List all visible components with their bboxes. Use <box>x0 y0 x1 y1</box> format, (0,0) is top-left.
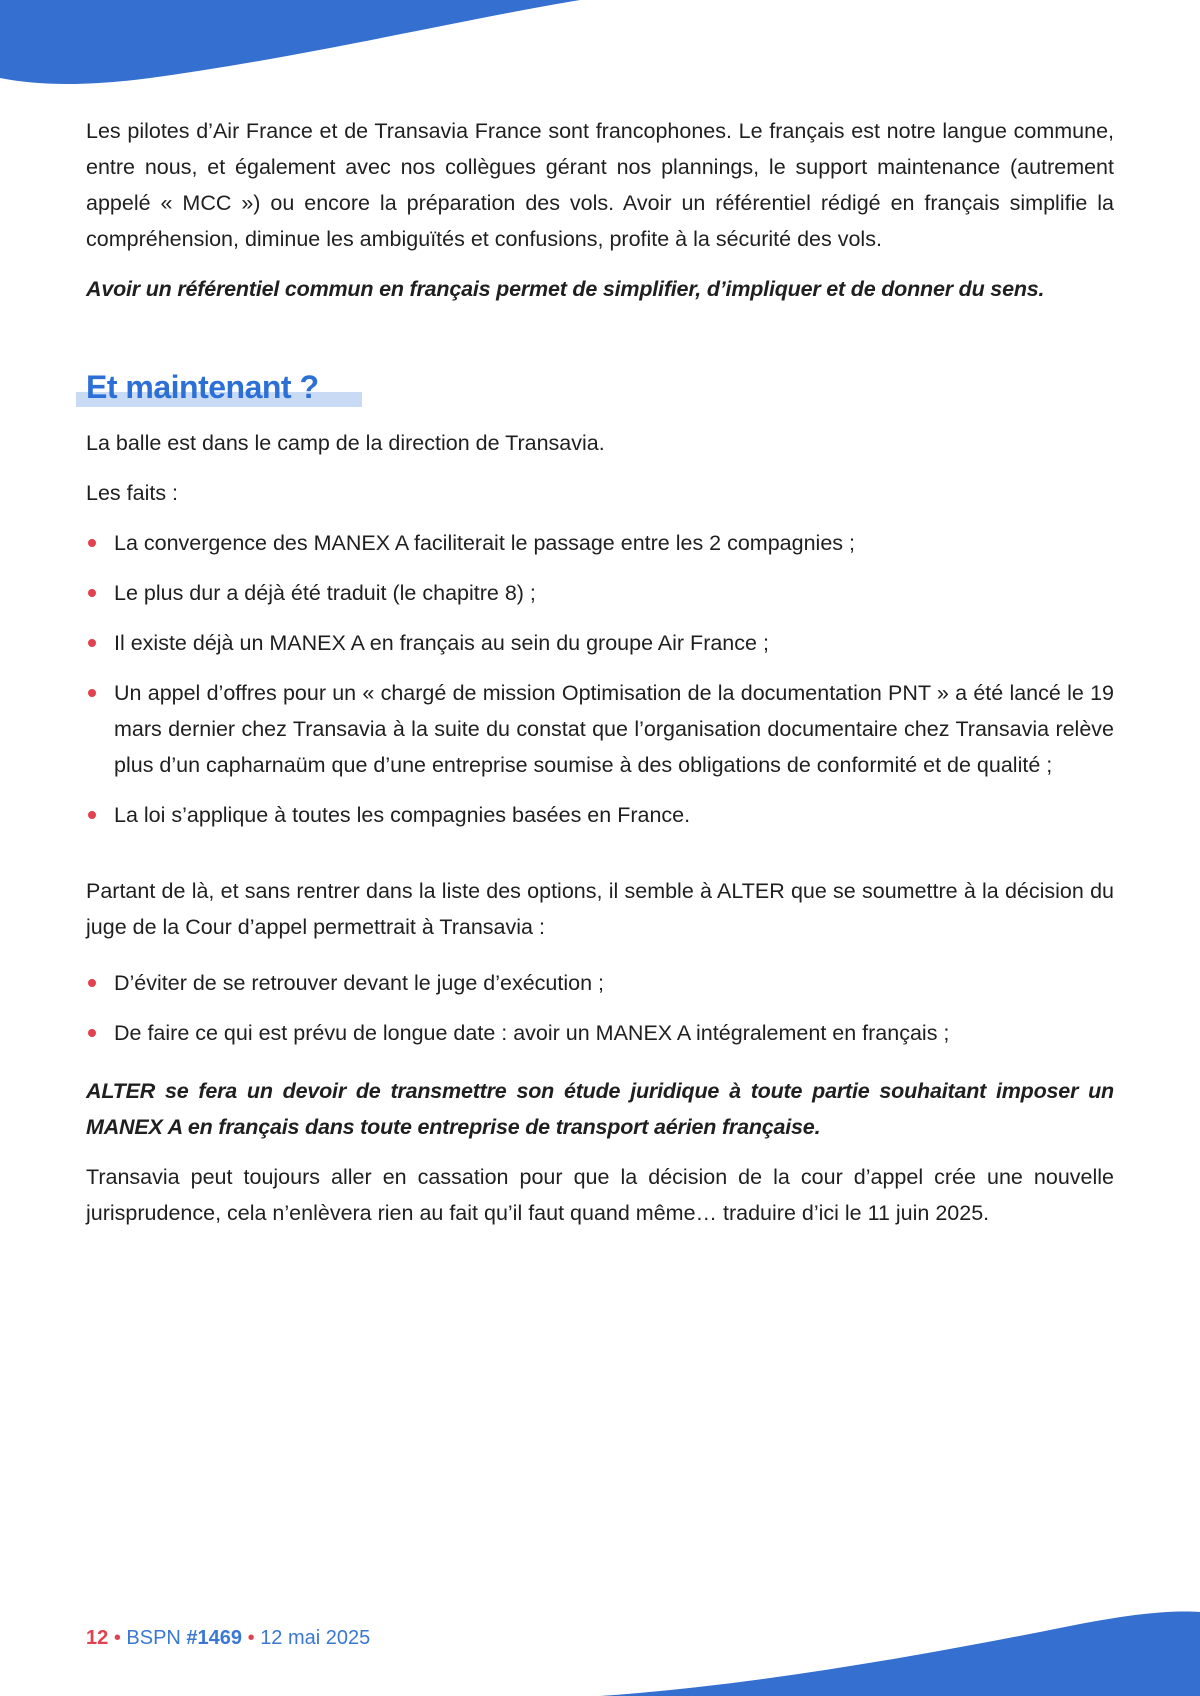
footer-separator: • <box>113 1627 121 1649</box>
footer-separator: • <box>247 1627 255 1649</box>
list-item: De faire ce qui est prévu de longue date : avoir un MANEX A intégralement en français ; <box>86 1015 1114 1051</box>
intro-paragraph: Les pilotes d’Air France et de Transavia France sont francophones. Le français est notre langue commune, entre nous, et également avec nos collègues gérant nos plannings, le support maintenance (autrement appelé « MCC ») ou encore la préparation des vols. Avoir un référentiel rédigé en français simplifie la compréhension, diminue les ambiguïtés et confusions, profite à la sécurité des vols. <box>86 119 1114 251</box>
page-number: 12 <box>86 1627 109 1649</box>
bullet-icon <box>88 979 96 987</box>
bullet-icon <box>88 1029 96 1037</box>
section-heading-block <box>86 365 1114 409</box>
bullet-icon <box>88 539 96 547</box>
ball-line: La balle est dans le camp de la direction de Transavia. <box>86 431 605 455</box>
options-list <box>86 965 1114 1051</box>
facts-list <box>86 525 1114 833</box>
bullet-icon <box>88 811 96 819</box>
top-wave-decoration <box>0 0 580 90</box>
publication-name: BSPN <box>126 1627 181 1649</box>
closing-paragraph: Transavia peut toujours aller en cassation pour que la décision de la cour d’appel crée une nouvelle jurisprudence, cela n’enlèvera rien au fait qu’il faut quand même… traduire d’ici le 11 juin 2025. <box>86 1165 1114 1225</box>
bullet-icon <box>88 589 96 597</box>
list-item: Un appel d’offres pour un « chargé de mission Optimisation de la documentation PNT » a été lancé le 19 mars dernier chez Transavia à la suite du constat que l’organisation documentaire chez Transavia relève plus d’un capharnaüm que d’une entreprise soumise à des obligations de conformité et de qualité ; <box>86 675 1114 783</box>
bottom-wave-decoration <box>600 1606 1200 1696</box>
section-heading: Et maintenant ? <box>86 369 319 405</box>
bullet-icon <box>88 639 96 647</box>
article-body <box>86 113 1114 1231</box>
list-item: La convergence des MANEX A faciliterait le passage entre les 2 compagnies ; <box>86 525 1114 561</box>
facts-label: Les faits : <box>86 481 179 505</box>
list-item: Le plus dur a déjà été traduit (le chapitre 8) ; <box>86 575 1114 611</box>
issue-date: 12 mai 2025 <box>260 1627 371 1649</box>
page-footer <box>86 1624 370 1652</box>
issue-number: #1469 <box>186 1627 243 1649</box>
intro-emphasis: Avoir un référentiel commun en français permet de simplifier, d’impliquer et de donner du sens. <box>86 277 1045 301</box>
list-item: La loi s’applique à toutes les compagnies basées en France. <box>86 797 1114 833</box>
alter-emphasis: ALTER se fera un devoir de transmettre son étude juridique à toute partie souhaitant imposer un MANEX A en français dans toute entreprise de transport aérien française. <box>86 1079 1114 1139</box>
options-paragraph: Partant de là, et sans rentrer dans la liste des options, il semble à ALTER que se soumettre à la décision du juge de la Cour d’appel permettrait à Transavia : <box>86 879 1114 939</box>
list-item: Il existe déjà un MANEX A en français au sein du groupe Air France ; <box>86 625 1114 661</box>
list-item: D’éviter de se retrouver devant le juge d’exécution ; <box>86 965 1114 1001</box>
bullet-icon <box>88 689 96 697</box>
